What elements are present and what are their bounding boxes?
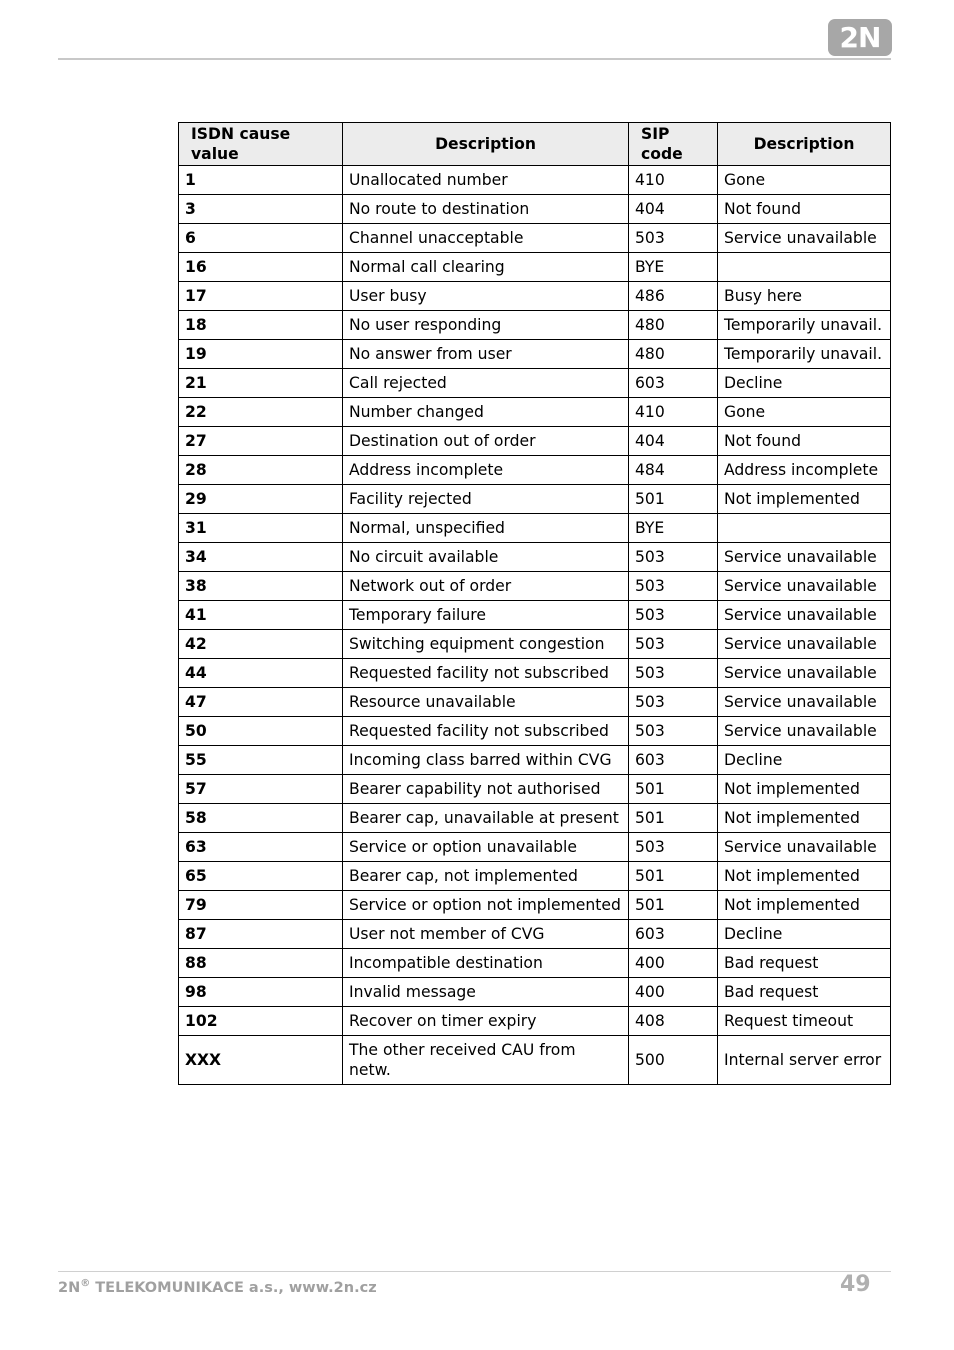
header-isdn-cause-value: ISDN cause value	[179, 123, 343, 166]
table-row	[179, 775, 891, 804]
cell-isdn-cause: 18	[179, 311, 343, 340]
cell-isdn-description: Requested facility not subscribed	[343, 659, 629, 688]
cell-isdn-description: Temporary failure	[343, 601, 629, 630]
cell-sip-description: Request timeout	[718, 1007, 891, 1036]
table-row	[179, 195, 891, 224]
cell-sip-description: Busy here	[718, 282, 891, 311]
cell-isdn-cause: 65	[179, 862, 343, 891]
cell-sip-code: 501	[629, 804, 718, 833]
cell-sip-description: Service unavailable	[718, 601, 891, 630]
cell-sip-description: Service unavailable	[718, 630, 891, 659]
cell-isdn-cause: 27	[179, 427, 343, 456]
cell-sip-code: 503	[629, 543, 718, 572]
cell-isdn-cause: 42	[179, 630, 343, 659]
cell-isdn-cause: 1	[179, 166, 343, 195]
cell-isdn-description: Service or option not implemented	[343, 891, 629, 920]
cell-isdn-description: Incoming class barred within CVG	[343, 746, 629, 775]
cell-isdn-cause: 63	[179, 833, 343, 862]
cell-sip-code: 400	[629, 978, 718, 1007]
cell-isdn-description: Bearer capability not authorised	[343, 775, 629, 804]
table-row	[179, 630, 891, 659]
cell-isdn-cause: 19	[179, 340, 343, 369]
cell-isdn-cause: 87	[179, 920, 343, 949]
table-row	[179, 1036, 891, 1085]
registered-mark: ®	[80, 1278, 91, 1289]
table-row	[179, 862, 891, 891]
footer-company	[58, 1278, 377, 1296]
cell-sip-code: 500	[629, 1036, 718, 1085]
cell-isdn-description: Incompatible destination	[343, 949, 629, 978]
table-row	[179, 166, 891, 195]
cell-isdn-cause: 28	[179, 456, 343, 485]
cell-isdn-description: No answer from user	[343, 340, 629, 369]
table-row	[179, 427, 891, 456]
cell-isdn-description: No circuit available	[343, 543, 629, 572]
brand-logo: 2N	[828, 19, 892, 56]
page-number: 49	[840, 1272, 871, 1297]
cell-sip-description: Address incomplete	[718, 456, 891, 485]
cell-sip-code: 501	[629, 862, 718, 891]
cell-sip-code: 404	[629, 427, 718, 456]
cell-sip-code: BYE	[629, 253, 718, 282]
table-row	[179, 920, 891, 949]
isdn-sip-mapping-table	[178, 122, 891, 1085]
header-sip-code: SIP code	[629, 123, 718, 166]
cell-isdn-cause: 21	[179, 369, 343, 398]
cell-sip-description: Service unavailable	[718, 224, 891, 253]
cell-sip-description: Not found	[718, 195, 891, 224]
cell-sip-code: 503	[629, 601, 718, 630]
table-row	[179, 746, 891, 775]
cell-sip-description: Not implemented	[718, 485, 891, 514]
cell-sip-description: Decline	[718, 920, 891, 949]
cell-sip-code: 503	[629, 688, 718, 717]
cell-sip-code: 404	[629, 195, 718, 224]
cell-isdn-cause: 50	[179, 717, 343, 746]
footer-divider	[58, 1271, 891, 1272]
cell-isdn-description: Bearer cap, unavailable at present	[343, 804, 629, 833]
cell-sip-description: Bad request	[718, 949, 891, 978]
cell-sip-code: 400	[629, 949, 718, 978]
table-row	[179, 572, 891, 601]
table-row	[179, 1007, 891, 1036]
cell-sip-code: 503	[629, 717, 718, 746]
cell-sip-code: 484	[629, 456, 718, 485]
cell-sip-description	[718, 514, 891, 543]
cell-sip-description: Internal server error	[718, 1036, 891, 1085]
cell-sip-code: 486	[629, 282, 718, 311]
table-row	[179, 282, 891, 311]
cell-sip-description: Not implemented	[718, 775, 891, 804]
table-row	[179, 340, 891, 369]
table-row	[179, 688, 891, 717]
cell-sip-description: Not implemented	[718, 804, 891, 833]
cell-sip-code: 603	[629, 746, 718, 775]
cell-sip-code: 503	[629, 630, 718, 659]
cell-isdn-description: Number changed	[343, 398, 629, 427]
cell-sip-description: Service unavailable	[718, 833, 891, 862]
cell-isdn-cause: 55	[179, 746, 343, 775]
table-row	[179, 978, 891, 1007]
cell-isdn-description: No user responding	[343, 311, 629, 340]
cell-sip-code: 501	[629, 775, 718, 804]
cell-sip-description: Temporarily unavail.	[718, 340, 891, 369]
cell-isdn-cause: 34	[179, 543, 343, 572]
cell-isdn-description: Switching equipment congestion	[343, 630, 629, 659]
cell-sip-code: BYE	[629, 514, 718, 543]
table-row	[179, 224, 891, 253]
footer-company-prefix: 2N	[58, 1279, 81, 1296]
table-row	[179, 891, 891, 920]
cell-isdn-cause: 98	[179, 978, 343, 1007]
cell-isdn-cause: 29	[179, 485, 343, 514]
cell-sip-code: 603	[629, 369, 718, 398]
header-divider	[58, 58, 891, 60]
table-row	[179, 398, 891, 427]
cell-isdn-cause: 47	[179, 688, 343, 717]
cell-isdn-description: Address incomplete	[343, 456, 629, 485]
table-row	[179, 253, 891, 282]
table-row	[179, 804, 891, 833]
cell-sip-code: 480	[629, 311, 718, 340]
cell-isdn-cause: 22	[179, 398, 343, 427]
cell-isdn-cause: 16	[179, 253, 343, 282]
cell-isdn-description: Resource unavailable	[343, 688, 629, 717]
cell-isdn-cause: 17	[179, 282, 343, 311]
table-row	[179, 659, 891, 688]
cell-sip-description: Service unavailable	[718, 688, 891, 717]
cell-isdn-cause: 31	[179, 514, 343, 543]
cell-sip-code: 410	[629, 398, 718, 427]
table-row	[179, 369, 891, 398]
footer-company-rest: TELEKOMUNIKACE a.s., www.2n.cz	[90, 1279, 377, 1296]
cell-isdn-description: Invalid message	[343, 978, 629, 1007]
table-row	[179, 514, 891, 543]
table-row	[179, 833, 891, 862]
cell-isdn-cause: 44	[179, 659, 343, 688]
cell-sip-code: 501	[629, 891, 718, 920]
cell-sip-description: Service unavailable	[718, 717, 891, 746]
cell-sip-description: Decline	[718, 746, 891, 775]
cell-isdn-description: Bearer cap, not implemented	[343, 862, 629, 891]
cell-isdn-cause: 58	[179, 804, 343, 833]
table-row	[179, 949, 891, 978]
cell-sip-description: Temporarily unavail.	[718, 311, 891, 340]
cell-isdn-cause: 3	[179, 195, 343, 224]
cell-isdn-description: Service or option unavailable	[343, 833, 629, 862]
cell-sip-description: Service unavailable	[718, 572, 891, 601]
cell-isdn-description: Network out of order	[343, 572, 629, 601]
table-row	[179, 543, 891, 572]
table-row	[179, 485, 891, 514]
cell-isdn-cause: 41	[179, 601, 343, 630]
cell-isdn-cause: XXX	[179, 1036, 343, 1085]
cell-sip-code: 410	[629, 166, 718, 195]
cell-isdn-description: Destination out of order	[343, 427, 629, 456]
cell-isdn-cause: 102	[179, 1007, 343, 1036]
cell-isdn-cause: 79	[179, 891, 343, 920]
cell-sip-code: 603	[629, 920, 718, 949]
cell-isdn-description: User busy	[343, 282, 629, 311]
cell-sip-description: Bad request	[718, 978, 891, 1007]
cell-sip-code: 501	[629, 485, 718, 514]
table-header-row	[179, 123, 891, 166]
cell-isdn-description: Channel unacceptable	[343, 224, 629, 253]
cell-sip-description: Not implemented	[718, 862, 891, 891]
cell-sip-code: 503	[629, 659, 718, 688]
cell-isdn-description: Call rejected	[343, 369, 629, 398]
cell-isdn-description: Normal, unspecified	[343, 514, 629, 543]
table-body	[179, 166, 891, 1085]
cell-sip-description: Decline	[718, 369, 891, 398]
cell-sip-code: 408	[629, 1007, 718, 1036]
cell-isdn-description: The other received CAU from netw.	[343, 1036, 629, 1085]
table-row	[179, 601, 891, 630]
header-description: Description	[343, 123, 629, 166]
cell-sip-description: Not found	[718, 427, 891, 456]
cell-isdn-description: Facility rejected	[343, 485, 629, 514]
cell-sip-code: 503	[629, 572, 718, 601]
cell-isdn-cause: 38	[179, 572, 343, 601]
header-sip-description: Description	[718, 123, 891, 166]
cell-sip-code: 480	[629, 340, 718, 369]
table-row	[179, 717, 891, 746]
cell-sip-description: Service unavailable	[718, 543, 891, 572]
cell-sip-description: Service unavailable	[718, 659, 891, 688]
cell-isdn-description: No route to destination	[343, 195, 629, 224]
cell-isdn-cause: 6	[179, 224, 343, 253]
cell-sip-description: Not implemented	[718, 891, 891, 920]
cell-isdn-description: User not member of CVG	[343, 920, 629, 949]
cell-isdn-cause: 88	[179, 949, 343, 978]
cell-isdn-description: Unallocated number	[343, 166, 629, 195]
cell-sip-code: 503	[629, 833, 718, 862]
cell-isdn-description: Normal call clearing	[343, 253, 629, 282]
table-row	[179, 456, 891, 485]
cell-sip-description: Gone	[718, 166, 891, 195]
cell-sip-description: Gone	[718, 398, 891, 427]
cell-isdn-cause: 57	[179, 775, 343, 804]
cell-sip-description	[718, 253, 891, 282]
table-row	[179, 311, 891, 340]
cell-isdn-description: Recover on timer expiry	[343, 1007, 629, 1036]
cell-sip-code: 503	[629, 224, 718, 253]
cell-isdn-description: Requested facility not subscribed	[343, 717, 629, 746]
